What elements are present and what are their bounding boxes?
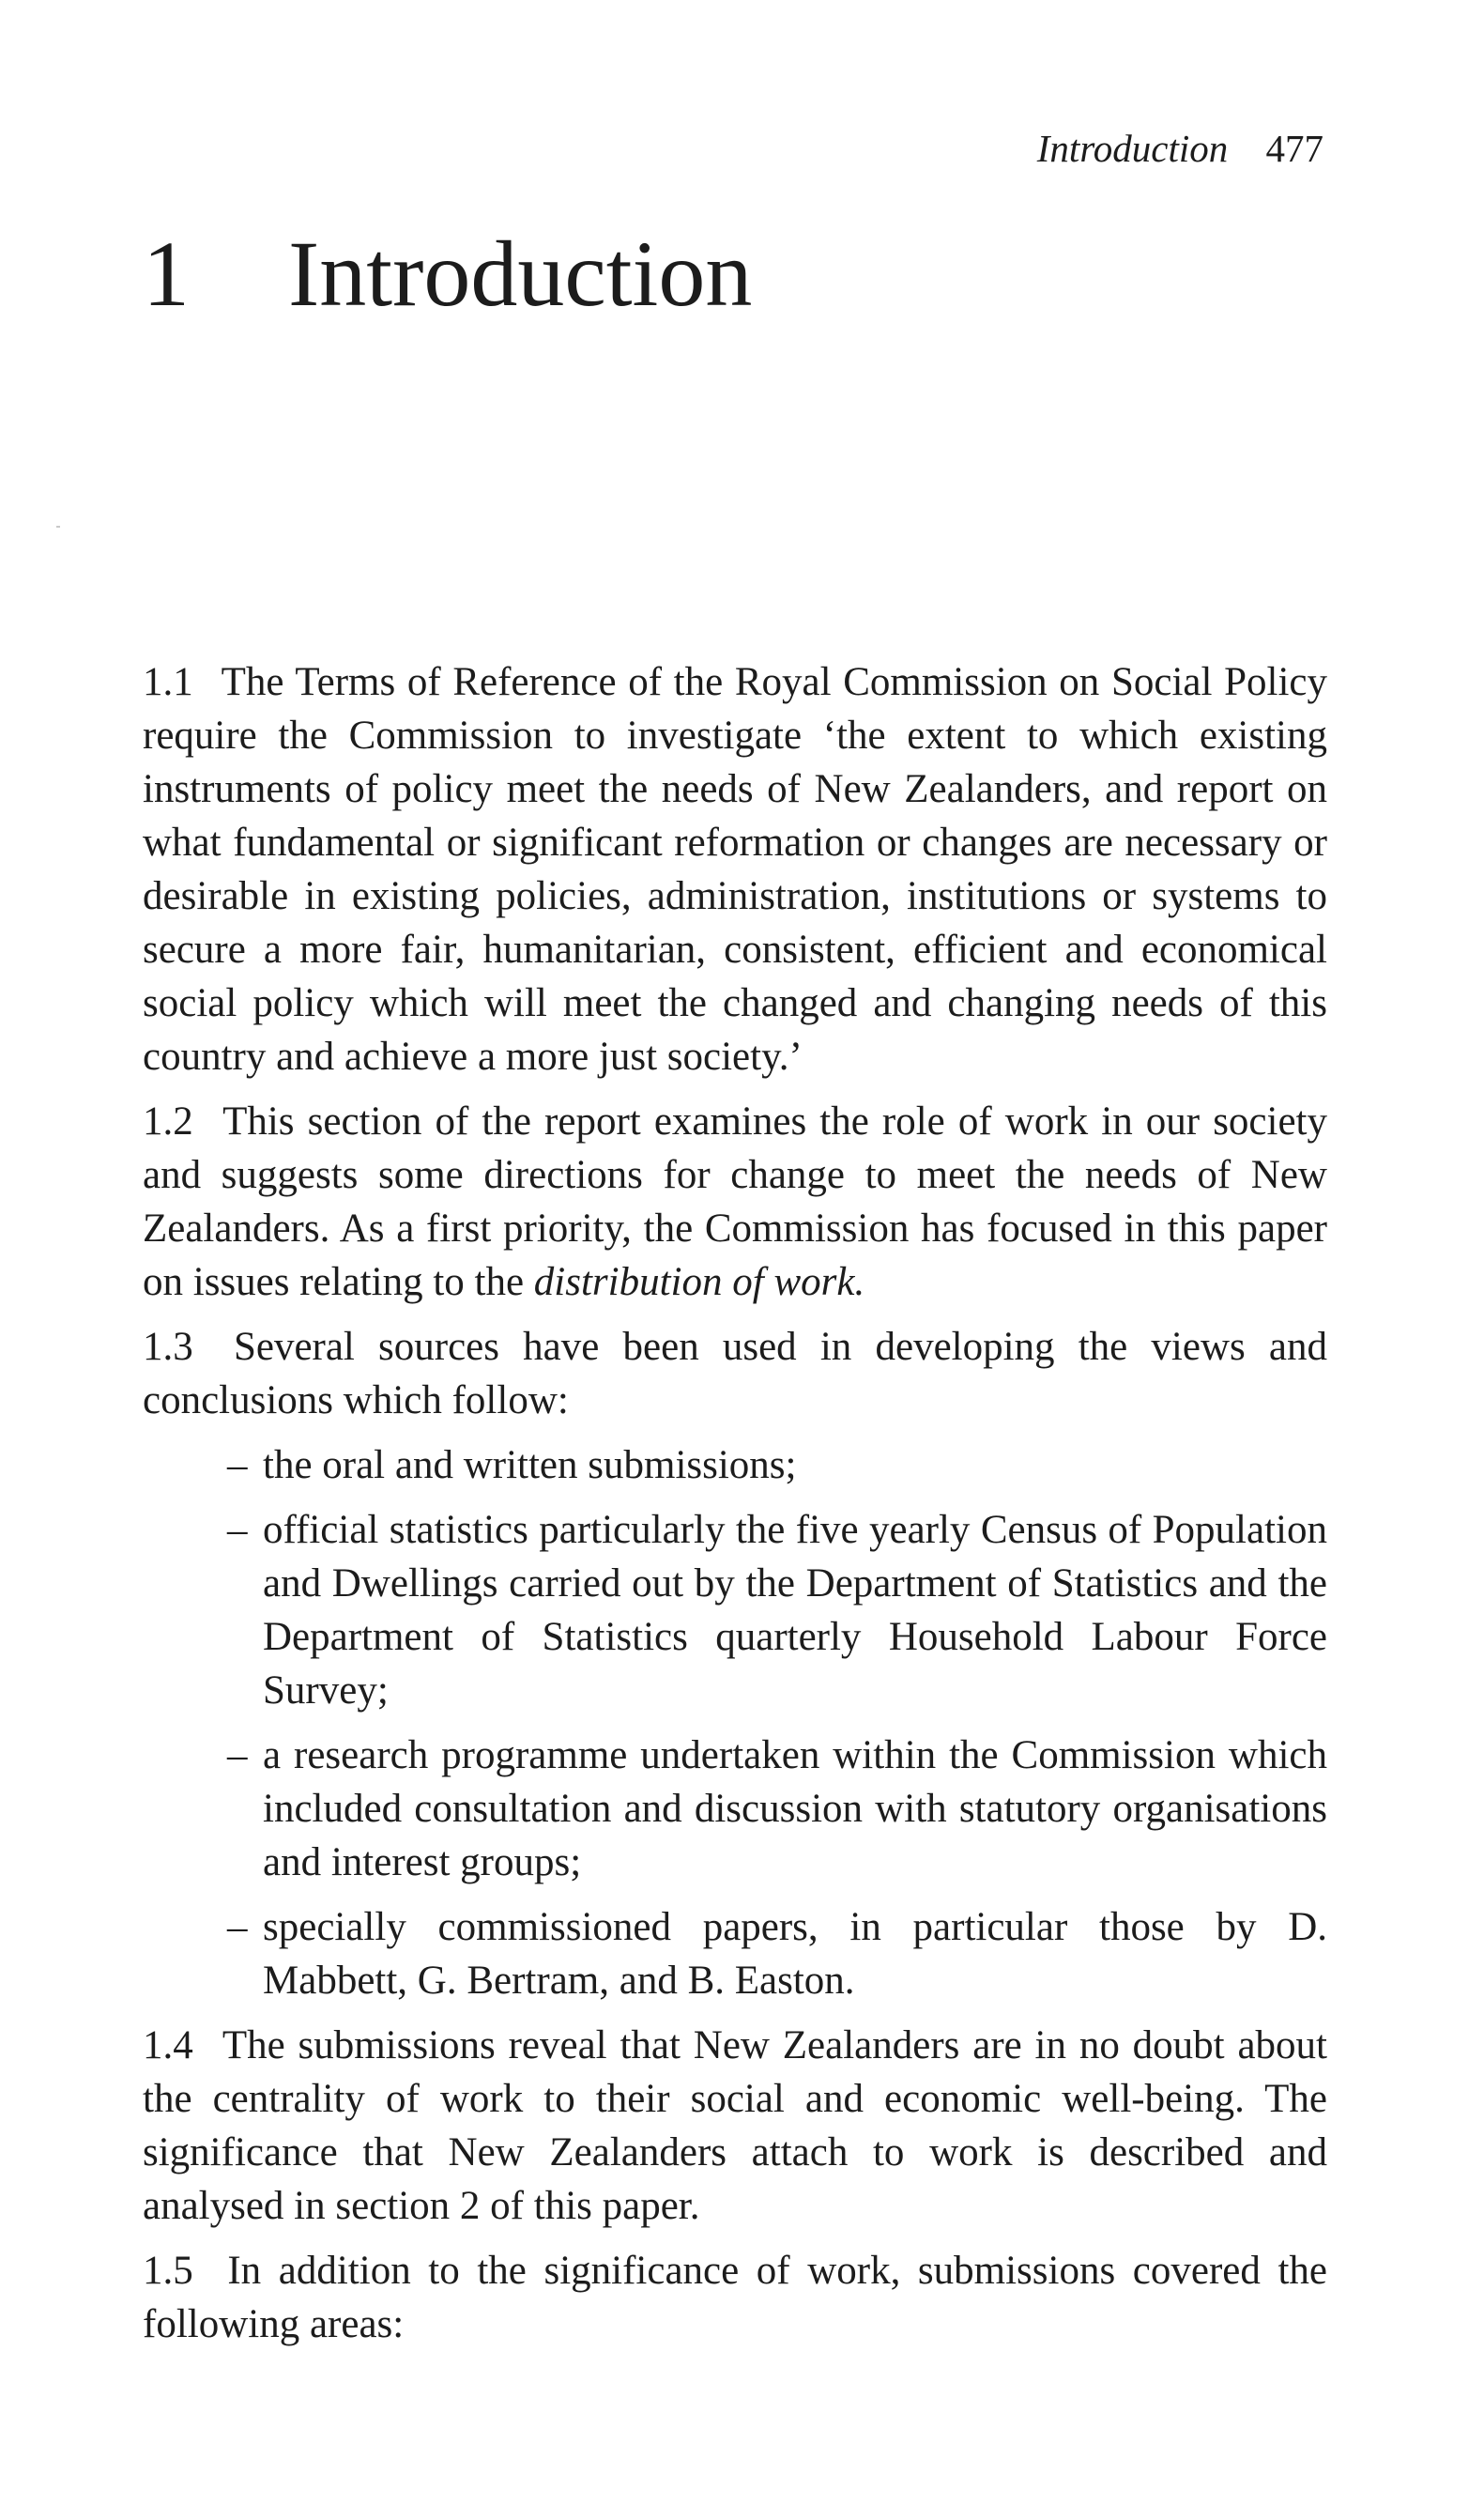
body-text <box>143 655 1327 2362</box>
paragraph-text: Several sources have been used in developing the views and conclusions which follow: <box>143 1325 1328 1422</box>
list-item <box>227 1438 1327 1492</box>
paragraph-text: The Terms of Reference of the Royal Commission on Social Policy require the Commission to investigate ‘the extent to which existing instruments of policy meet the needs of New Zealanders, and report on what fundamental or significant reformation or changes are necessary or desirable in existing policies, administration, institutions or systems to secure a more fair, humanitarian, consistent, efficient and economical social policy which will meet the changed and changing needs of this country and achieve a more just society.’ <box>143 660 1327 1079</box>
list-item-text: specially commissioned papers, in particular those by D. Mabbett, G. Bertram, and B. Easton. <box>263 1905 1327 2003</box>
paragraph-1-3 <box>143 1320 1327 1427</box>
list-dash: – <box>227 1508 248 1552</box>
list-item-text: a research programme undertaken within the Commission which included consultation and discussion with statutory organisations and interest groups; <box>263 1733 1327 1884</box>
paragraph-number: 1.1 <box>143 660 193 704</box>
paragraph-number: 1.2 <box>143 1099 193 1144</box>
list-item-text: the oral and written submissions; <box>263 1443 797 1487</box>
sources-list <box>143 1438 1327 2007</box>
paragraph-text: In addition to the significance of work, submissions covered the following areas: <box>143 2249 1328 2346</box>
list-item <box>227 1503 1327 1717</box>
paragraph-1-5 <box>143 2244 1327 2351</box>
list-dash: – <box>227 1733 248 1777</box>
paragraph-number: 1.4 <box>143 2023 193 2067</box>
paragraph-italic-text: distribution of work. <box>533 1260 865 1304</box>
paragraph-1-1 <box>143 655 1327 1083</box>
chapter-heading <box>143 222 753 326</box>
running-header <box>1036 127 1323 170</box>
paragraph-number: 1.3 <box>143 1325 193 1369</box>
running-title: Introduction <box>1036 127 1229 170</box>
chapter-title: Introduction <box>288 222 753 326</box>
paragraph-number: 1.5 <box>143 2249 193 2293</box>
scan-speck <box>56 526 60 528</box>
list-item <box>227 1900 1327 2007</box>
page-number: 477 <box>1265 127 1323 170</box>
paragraph-text: The submissions reveal that New Zealanders are in no doubt about the centrality of work to their social and economic well-being. The significance that New Zealanders attach to work is described and analysed in section 2 of this paper. <box>143 2023 1327 2228</box>
list-item <box>227 1729 1327 1889</box>
paragraph-1-2 <box>143 1095 1327 1309</box>
list-dash: – <box>227 1443 248 1487</box>
paragraph-1-4 <box>143 2019 1327 2233</box>
list-item-text: official statistics particularly the five yearly Census of Population and Dwellings carried out by the Department of Statistics and the Department of Statistics quarterly Household Labour Force Survey; <box>263 1508 1327 1713</box>
paragraph-text: This section of the report examines the role of work in our society and suggests some directions for change to meet the needs of New Zealanders. As a first priority, the Commission has focused in this paper on issues relating to the <box>143 1099 1327 1304</box>
chapter-number: 1 <box>143 222 190 326</box>
list-dash: – <box>227 1905 248 1949</box>
